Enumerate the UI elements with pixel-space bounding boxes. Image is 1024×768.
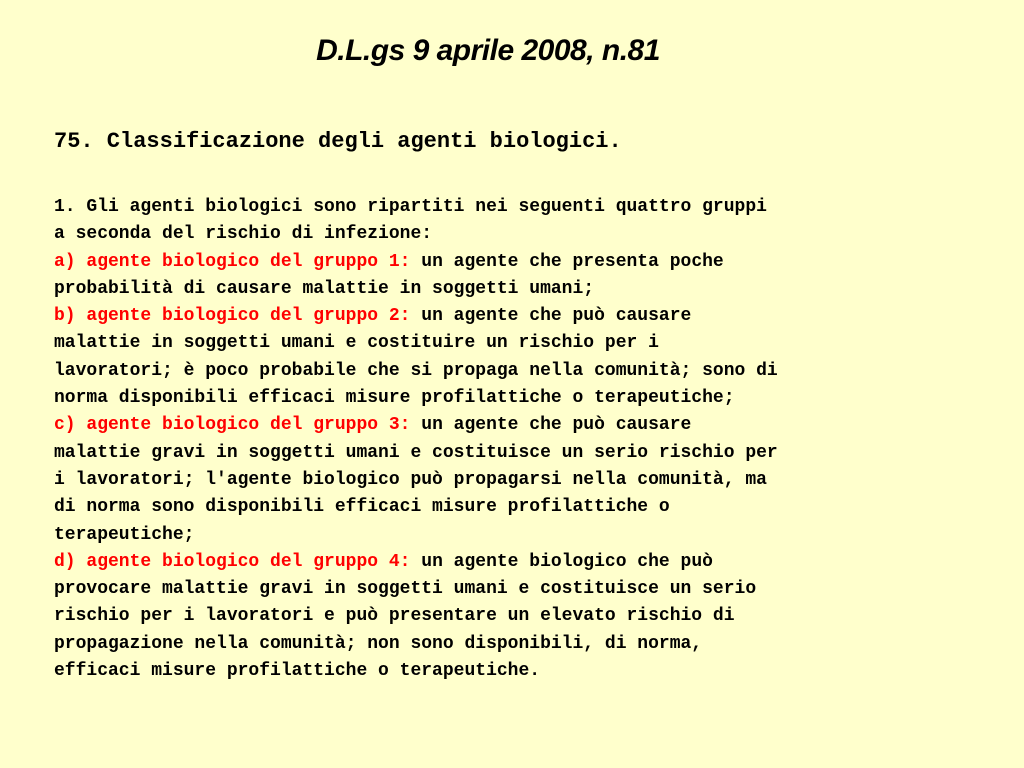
group-1-first-line: [54, 249, 984, 276]
group-4-text: efficaci misure profilattiche o terapeutiche.: [54, 661, 541, 682]
group-4-text: un agente biologico che può: [410, 551, 713, 572]
group-2-text: lavoratori; è poco probabile che si propaga nella comunità; sono di: [54, 360, 778, 381]
intro-line: a seconda del rischio di infezione:: [54, 224, 433, 245]
group-3-text: malattie gravi in soggetti umani e costituisce un serio rischio per: [54, 442, 778, 463]
intro-line: 1. Gli agenti biologici sono ripartiti nei seguenti quattro gruppi: [54, 197, 767, 217]
article-body: [54, 194, 984, 685]
group-3-text: di norma sono disponibili efficaci misure profilattiche o: [54, 497, 670, 518]
group-2-text: un agente che può causare: [410, 306, 692, 327]
group-2-text: malattie in soggetti umani e costituire un rischio per i: [54, 333, 659, 354]
slide-title: D.L.gs 9 aprile 2008, n.81: [316, 34, 660, 67]
group-3-text: un agente che può causare: [410, 415, 692, 436]
group-3-label: c) agente biologico del gruppo 3:: [54, 415, 411, 436]
group-1-text: probabilità di causare malattie in soggetti umani;: [54, 278, 595, 299]
group-1-text: un agente che presenta poche: [410, 251, 724, 272]
article-heading: 75. Classificazione degli agenti biologici.: [54, 129, 622, 154]
group-3-text: terapeutiche;: [54, 524, 195, 545]
group-3-text: i lavoratori; l'agente biologico può propagarsi nella comunità, ma: [54, 469, 767, 490]
group-3-first-line: [54, 412, 984, 439]
group-4-text: rischio per i lavoratori e può presentare un elevato rischio di: [54, 606, 735, 627]
group-1-label: a) agente biologico del gruppo 1:: [54, 251, 411, 272]
group-4-label: d) agente biologico del gruppo 4:: [54, 551, 411, 572]
group-4-first-line: [54, 549, 984, 576]
group-2-text: norma disponibili efficaci misure profilattiche o terapeutiche;: [54, 388, 735, 409]
group-2-label: b) agente biologico del gruppo 2:: [54, 306, 411, 327]
group-4-text: provocare malattie gravi in soggetti umani e costituisce un serio: [54, 579, 757, 600]
group-4-text: propagazione nella comunità; non sono disponibili, di norma,: [54, 633, 703, 654]
group-2-first-line: [54, 303, 984, 330]
